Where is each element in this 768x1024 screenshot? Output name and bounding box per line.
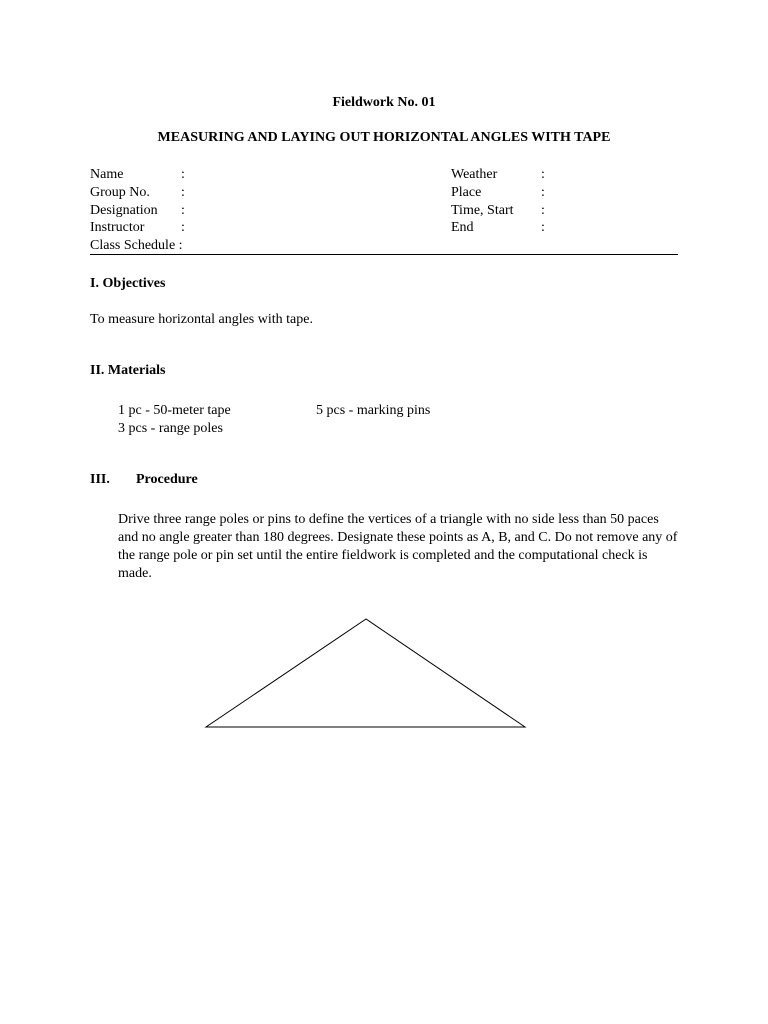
material-item: 5 pcs - marking pins bbox=[316, 403, 431, 418]
procedure-heading-number: III. bbox=[90, 472, 110, 487]
time-start-label: Time, Start bbox=[451, 203, 514, 218]
class-schedule-label: Class Schedule : bbox=[90, 238, 183, 253]
weather-colon: : bbox=[541, 167, 545, 182]
triangle-shape bbox=[206, 619, 525, 727]
procedure-heading-label: Procedure bbox=[136, 472, 198, 487]
material-item: 3 pcs - range poles bbox=[118, 421, 223, 436]
end-label: End bbox=[451, 220, 474, 235]
end-colon: : bbox=[541, 220, 545, 235]
procedure-text: Drive three range poles or pins to define the vertices of a triangle with no side less than 50 paces and no angle greater than 180 degrees. Designate these points as A, B, and C. Do not remove any of the range pole or pin set until the entire fieldwork is completed and the computational check is made. bbox=[118, 512, 678, 581]
place-label: Place bbox=[451, 185, 482, 200]
place-colon: : bbox=[541, 185, 545, 200]
objectives-text: To measure horizontal angles with tape. bbox=[90, 312, 313, 327]
document-subtitle: MEASURING AND LAYING OUT HORIZONTAL ANGLES WITH TAPE bbox=[157, 130, 611, 145]
group-no-colon: : bbox=[181, 185, 185, 200]
instructor-label: Instructor bbox=[90, 220, 145, 235]
document-title: Fieldwork No. 01 bbox=[332, 95, 436, 110]
designation-label: Designation bbox=[90, 203, 158, 218]
time-start-colon: : bbox=[541, 203, 545, 218]
name-colon: : bbox=[181, 167, 185, 182]
weather-label: Weather bbox=[451, 167, 498, 182]
name-label: Name bbox=[90, 167, 124, 182]
instructor-colon: : bbox=[181, 220, 185, 235]
materials-heading: II. Materials bbox=[90, 363, 166, 378]
objectives-heading: I. Objectives bbox=[90, 276, 166, 291]
material-item: 1 pc - 50-meter tape bbox=[118, 403, 231, 418]
group-no-label: Group No. bbox=[90, 185, 150, 200]
designation-colon: : bbox=[181, 203, 185, 218]
